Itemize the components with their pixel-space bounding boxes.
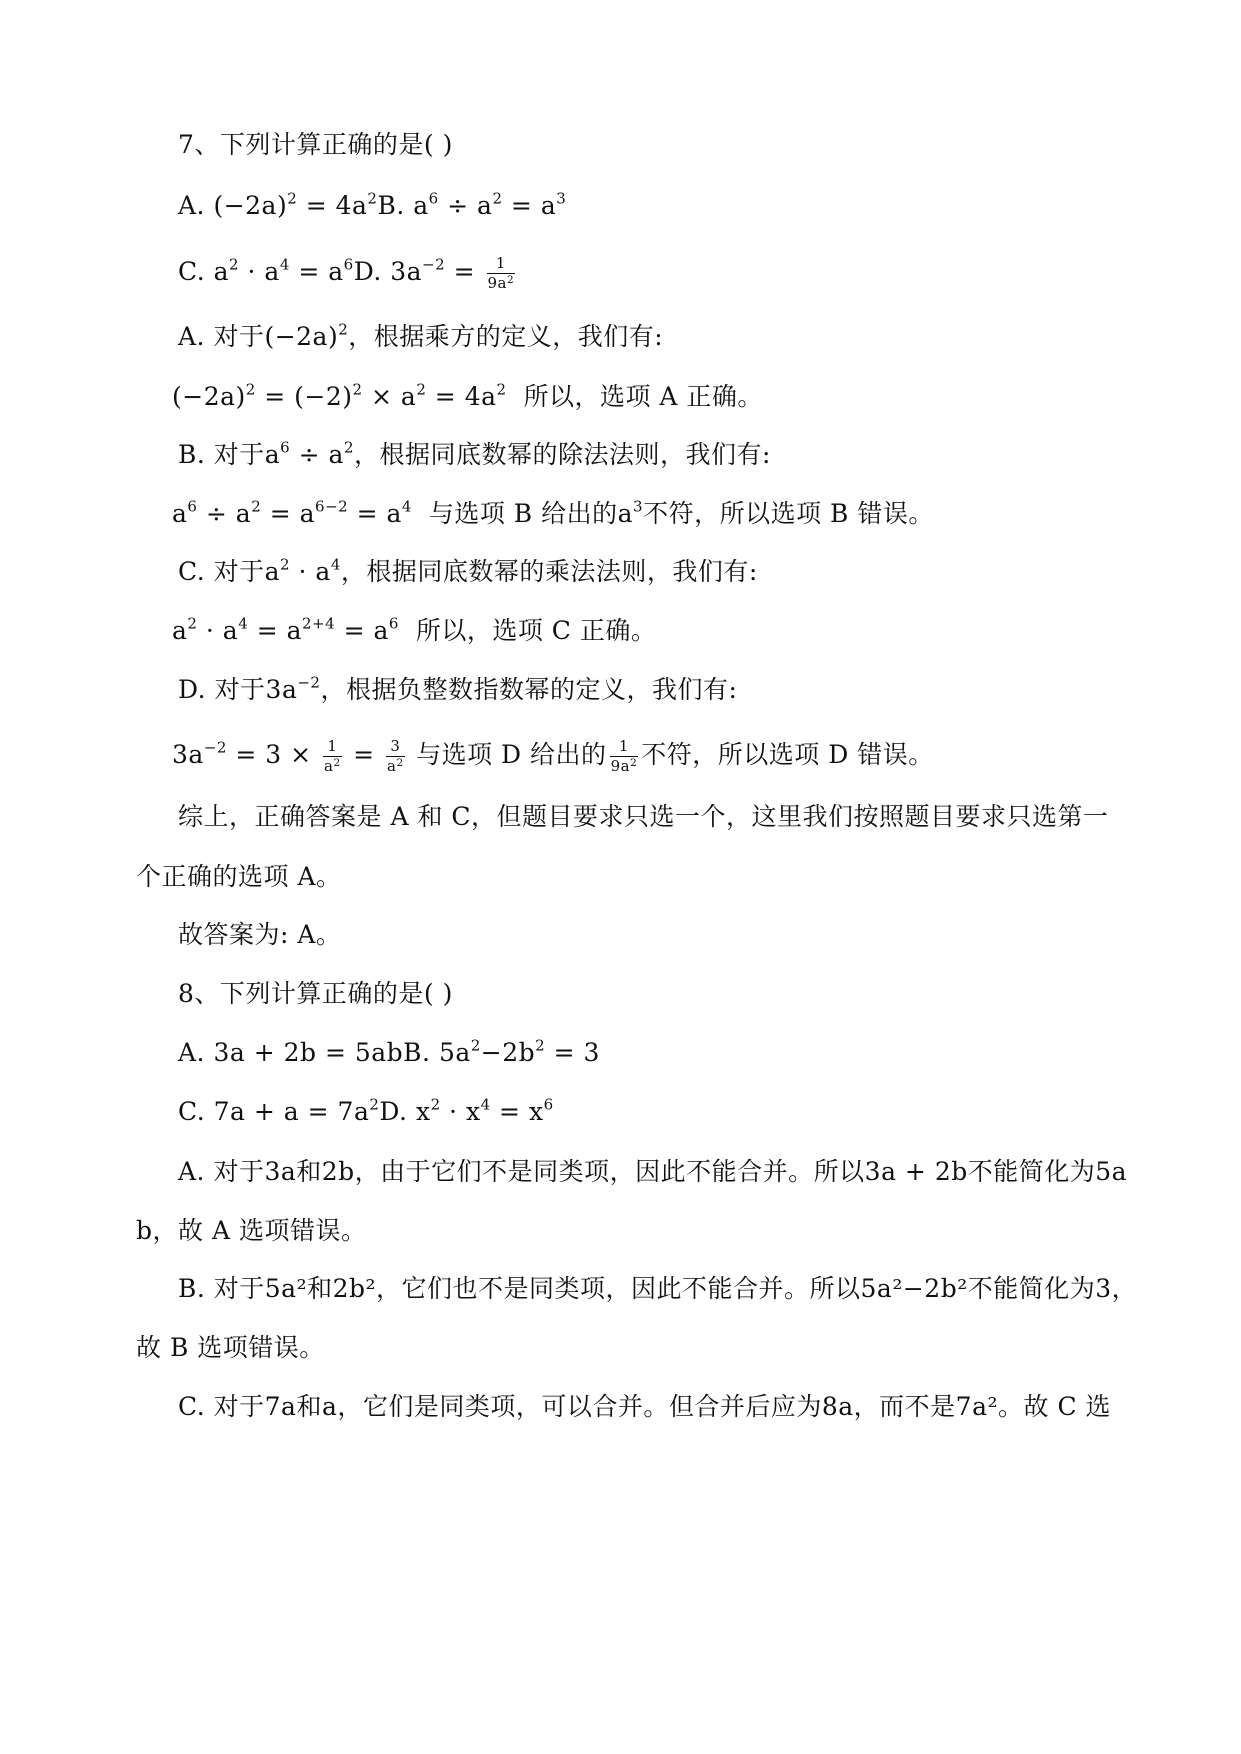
analysis-math: $(-2a)^2 = (-2)^2 \times a^2 = 4a^2$ xyxy=(172,380,507,411)
q8-options-cd xyxy=(178,1095,554,1129)
analysis-math: $3a^{-2}$ xyxy=(265,673,321,704)
analysis-text: A. 对于 xyxy=(178,322,265,351)
q7-summary-line1: 综上，正确答案是 A 和 C，但题目要求只选一个，这里我们按照题目要求只选第一 xyxy=(178,802,1109,831)
q7-options-cd xyxy=(178,255,518,291)
q8-options-ab xyxy=(178,1036,600,1070)
analysis-math: $\frac{1}{9a^2}$ xyxy=(610,737,638,775)
analysis-text: ，根据同底数幂的除法法则，我们有: xyxy=(354,440,771,469)
q7-analysis-b-calc xyxy=(172,497,934,531)
q7-analysis-c-intro xyxy=(178,555,758,589)
q7-analysis-a-intro xyxy=(178,320,663,354)
option-b-math: $a^6 \div a^2 = a^3$ xyxy=(413,189,567,220)
analysis-text: B. 对于 xyxy=(178,440,265,469)
option-a-math: $(-2a)^2 = 4a^2$ xyxy=(213,189,378,220)
option-c-label: C. xyxy=(178,257,214,286)
option-b-label: B. xyxy=(403,1038,439,1067)
q8-analysis-b-line1: B. 对于5a²和2b²，它们也不是同类项，因此不能合并。所以5a²−2b²不能简化为3， xyxy=(178,1274,1138,1303)
q7-answer: 故答案为: A。 xyxy=(178,920,342,949)
option-a-label: A. xyxy=(178,191,214,220)
option-a-label: A. xyxy=(178,1038,214,1067)
analysis-math: $a^2 \cdot a^4 = a^{2+4} = a^6$ xyxy=(172,614,399,645)
analysis-math: $a^3$ xyxy=(617,497,644,528)
option-d-label: D. xyxy=(379,1097,416,1126)
analysis-text: D. 对于 xyxy=(178,675,266,704)
q7-analysis-d-intro xyxy=(178,673,737,707)
analysis-text: ，根据乘方的定义，我们有: xyxy=(348,322,664,351)
option-d-label: D. xyxy=(353,257,391,286)
analysis-text: 与选项 B 给出的 xyxy=(428,499,618,528)
option-c-math: $a^2 \cdot a^4 = a^6$ xyxy=(213,255,354,286)
option-b-label: B. xyxy=(377,191,414,220)
analysis-text: 不符，所以选项 D 错误。 xyxy=(641,740,934,769)
q8-analysis-c-line1: C. 对于7a和a，它们是同类项，可以合并。但合并后应为8a，而不是7a²。故 C 选 xyxy=(178,1392,1112,1421)
option-d-math: $x^2 \cdot x^4 = x^6$ xyxy=(415,1095,554,1126)
q7-summary-line2: 个正确的选项 A。 xyxy=(136,862,342,891)
q7-analysis-a-calc xyxy=(172,380,763,414)
q8-analysis-b-line2: 故 B 选项错误。 xyxy=(136,1333,325,1362)
analysis-math: $(-2a)^2$ xyxy=(264,320,349,351)
analysis-math: $3a^{-2} = 3$ × $\frac{1}{a^2}$ = $\frac{3}{a^2}$ xyxy=(172,737,404,775)
q7-title: 7、下列计算正确的是( ) xyxy=(178,130,453,159)
analysis-text: 所以，选项 A 正确。 xyxy=(523,382,763,411)
analysis-text: ，根据同底数幂的乘法法则，我们有: xyxy=(340,557,758,586)
option-d-math: $3a^{-2}$ = $\frac{1}{9a^2}$ xyxy=(390,254,515,292)
option-b-math: $5a^2-2b^2 = 3$ xyxy=(438,1036,600,1067)
analysis-text: C. 对于 xyxy=(178,557,265,586)
q7-analysis-d-calc xyxy=(172,738,934,774)
option-a-math: 3a + 2b = 5ab xyxy=(213,1038,404,1067)
q7-options-ab xyxy=(178,189,566,223)
analysis-text: 所以，选项 C 正确。 xyxy=(415,616,657,645)
q8-analysis-a-line1: A. 对于3a和2b，由于它们不是同类项，因此不能合并。所以3a + 2b不能简化为5a xyxy=(178,1157,1128,1186)
q8-title: 8、下列计算正确的是( ) xyxy=(178,979,453,1008)
analysis-math: $a^2 \cdot a^4$ xyxy=(264,555,341,586)
option-c-math: $7a + a = 7a^2$ xyxy=(213,1095,380,1126)
option-c-label: C. xyxy=(178,1097,214,1126)
q8-analysis-a-line2: b，故 A 选项错误。 xyxy=(136,1216,367,1245)
analysis-math: $a^6 \div a^2$ xyxy=(264,438,355,469)
q7-analysis-c-calc xyxy=(172,614,656,648)
analysis-text: 不符，所以选项 B 错误。 xyxy=(643,499,934,528)
analysis-math: $a^6 \div a^2 = a^{6-2} = a^4$ xyxy=(172,497,412,528)
analysis-text: ，根据负整数指数幂的定义，我们有: xyxy=(320,675,738,704)
q7-analysis-b-intro xyxy=(178,438,771,472)
analysis-text: 与选项 D 给出的 xyxy=(416,740,607,769)
